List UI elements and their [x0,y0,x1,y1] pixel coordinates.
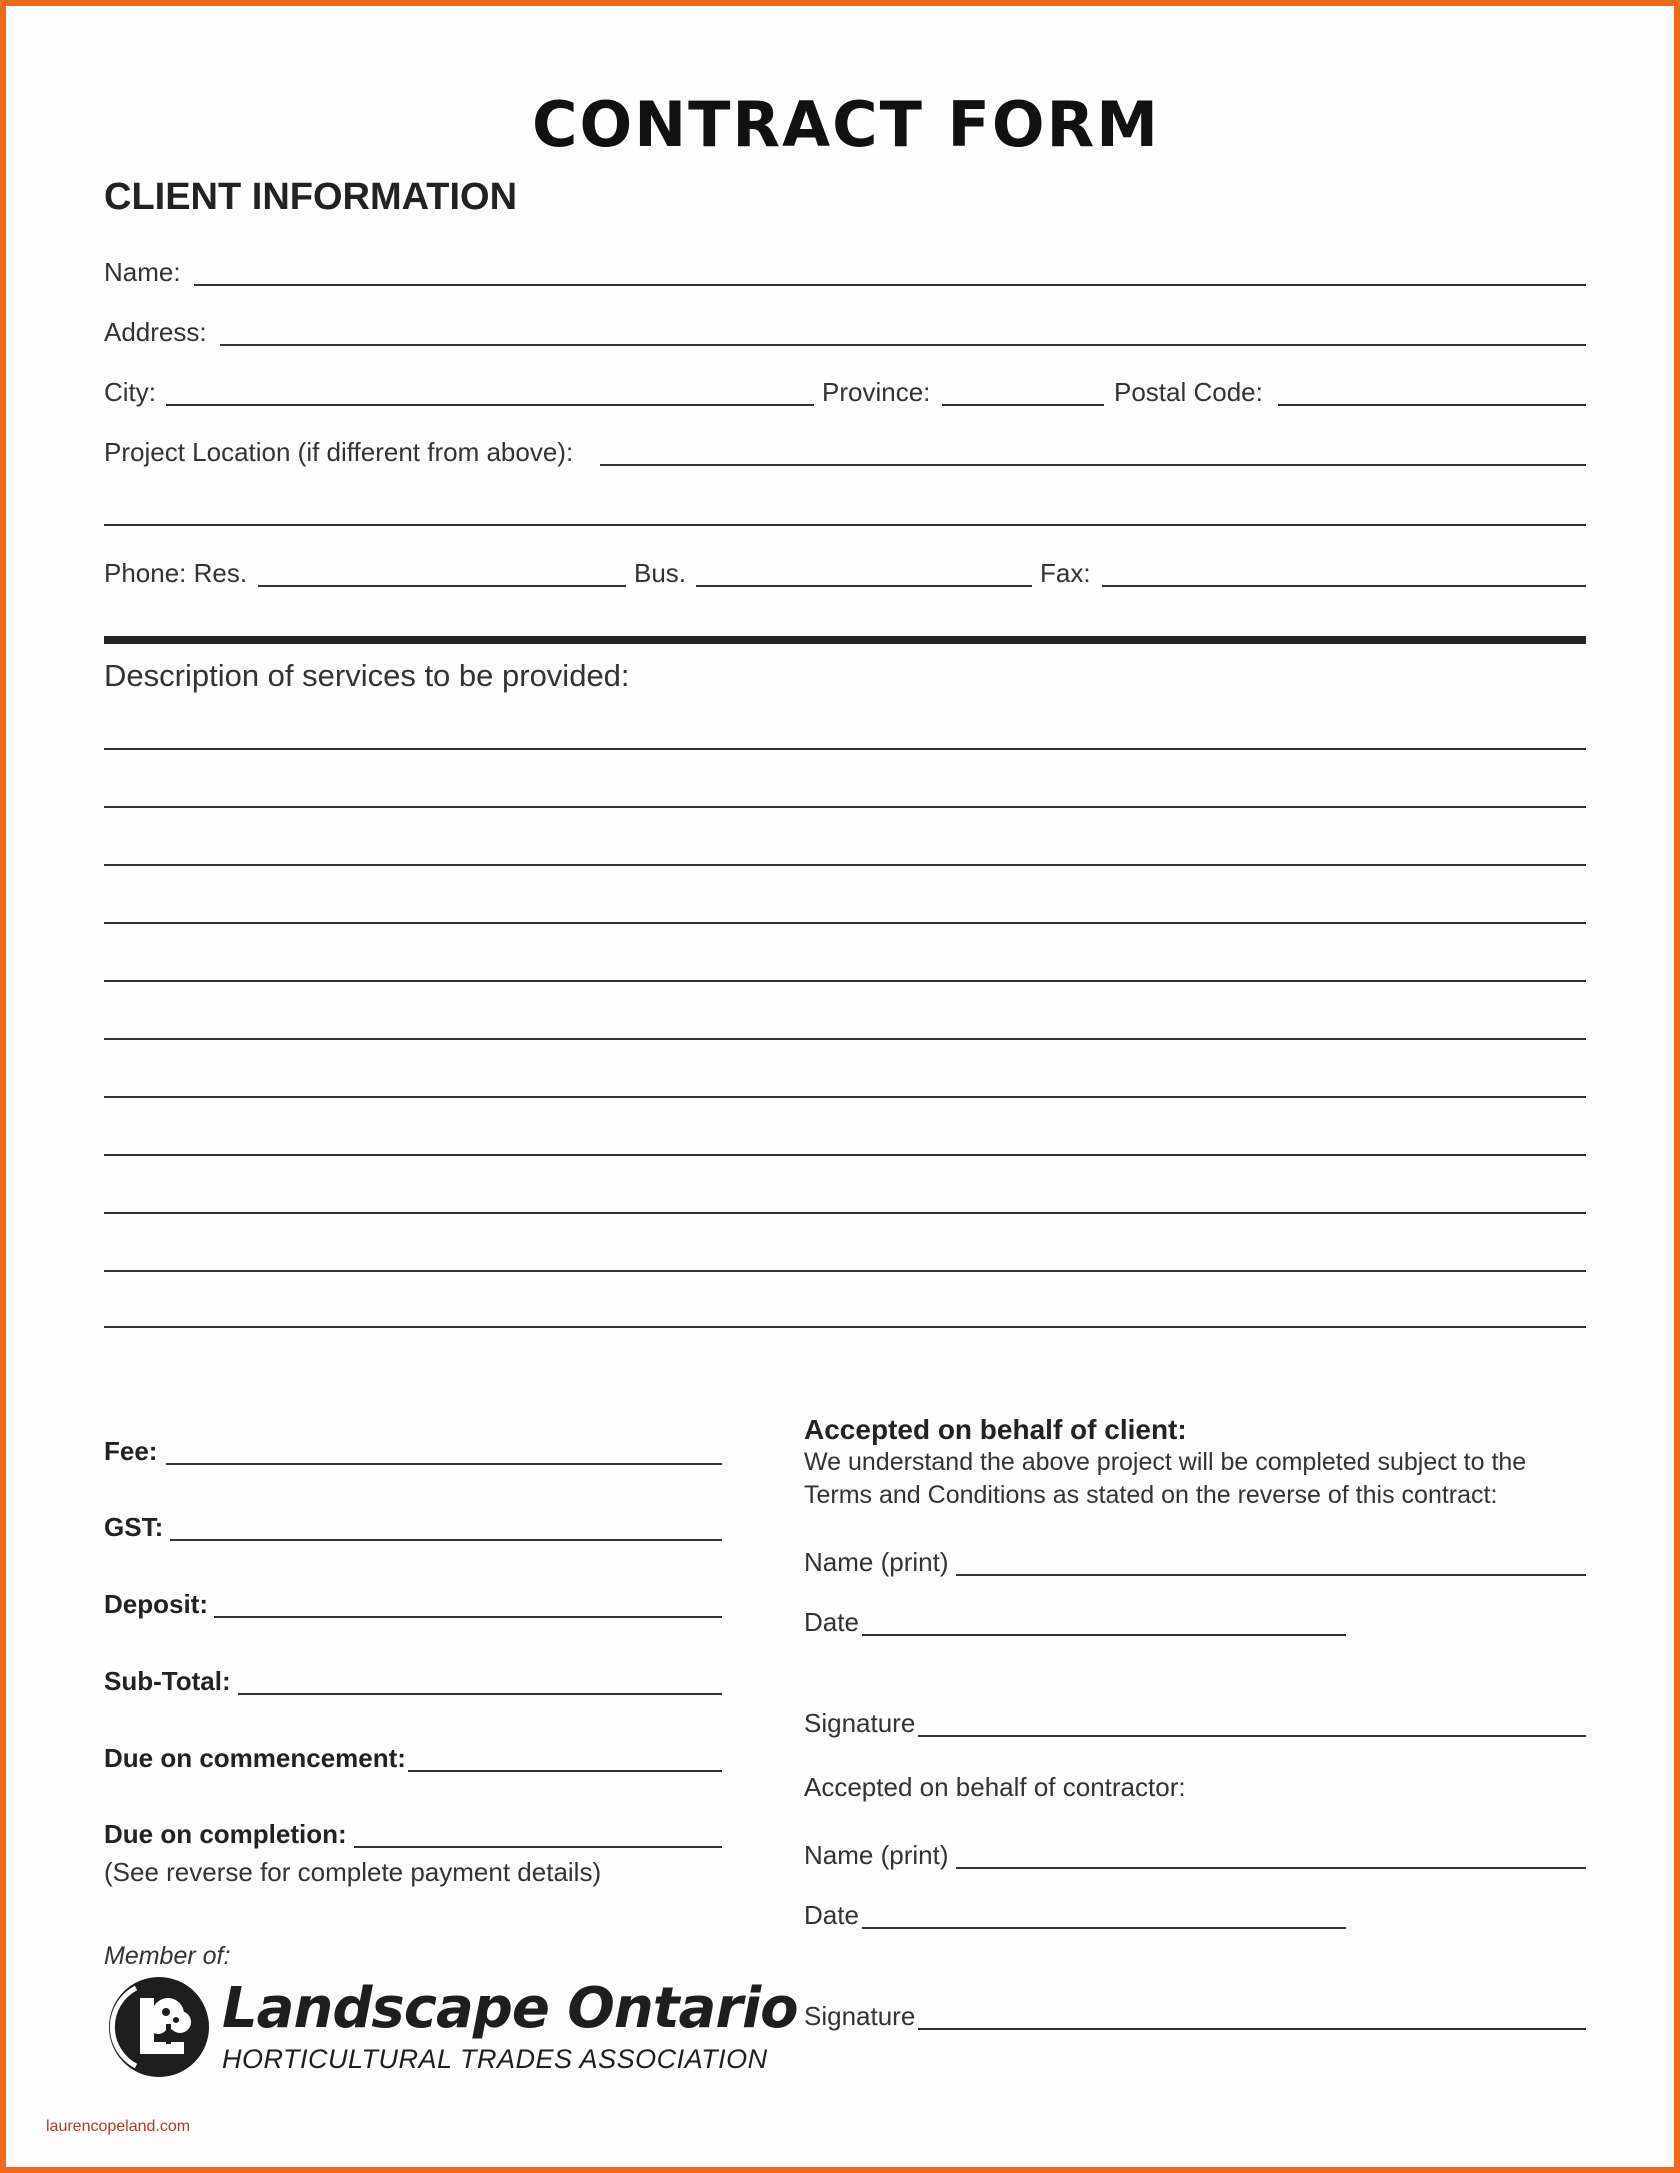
contractor-name-print-label: Name (print) [804,1840,949,1870]
address-label: Address: [104,317,207,347]
deposit-label: Deposit: [104,1589,208,1619]
contractor-signature-field[interactable] [918,2028,1586,2030]
deposit-field[interactable] [214,1616,722,1618]
province-field[interactable] [942,404,1104,406]
phone-bus-field[interactable] [696,585,1032,587]
phone-res-field[interactable] [258,585,626,587]
description-line[interactable] [104,806,1586,808]
city-field[interactable] [166,404,814,406]
description-line[interactable] [104,1038,1586,1040]
contractor-date-label: Date [804,1900,859,1930]
phone-res-label: Phone: Res. [104,558,248,588]
watermark: laurencopeland.com [46,2118,191,2135]
org-subtitle: HORTICULTURAL TRADES ASSOCIATION [222,2044,768,2074]
project-location-field[interactable] [600,464,1586,466]
due-completion-label: Due on completion: [104,1819,347,1849]
client-date-field[interactable] [862,1634,1346,1636]
name-label: Name: [104,257,181,287]
project-location-field-line2[interactable] [104,524,1586,526]
client-name-print-field[interactable] [956,1574,1586,1576]
tree-emblem-icon [106,1974,212,2080]
fax-field[interactable] [1102,585,1586,587]
address-field[interactable] [220,344,1586,346]
description-line[interactable] [104,1096,1586,1098]
contractor-name-print-field[interactable] [956,1867,1586,1869]
contractor-signature-label: Signature [804,2001,916,2031]
city-label: City: [104,377,156,407]
client-acceptance-text: We understand the above project will be completed subject to the Terms and Conditions as stated on the reverse of this contract: [804,1448,1527,1509]
contractor-date-field[interactable] [862,1927,1346,1929]
contractor-acceptance-heading: Accepted on behalf of contractor: [804,1772,1186,1802]
client-acceptance-heading: Accepted on behalf of client: [804,1414,1187,1445]
client-signature-field[interactable] [918,1735,1586,1737]
fee-field[interactable] [166,1463,722,1465]
description-line[interactable] [104,1154,1586,1156]
member-of-label: Member of: [104,1942,231,1970]
description-line[interactable] [104,864,1586,866]
description-line[interactable] [104,748,1586,750]
document-title: CONTRACT FORM [532,88,1160,161]
gst-field[interactable] [170,1539,722,1541]
subtotal-field[interactable] [238,1693,722,1695]
client-signature-label: Signature [804,1708,916,1738]
description-label: Description of services to be provided: [104,658,630,693]
subtotal-label: Sub-Total: [104,1666,231,1696]
org-name-logotype: Landscape Ontario [222,1976,798,2041]
due-commencement-label: Due on commencement: [104,1743,406,1773]
name-field[interactable] [194,284,1586,286]
project-location-label: Project Location (if different from above): [104,437,574,467]
fee-label: Fee: [104,1436,158,1466]
phone-bus-label: Bus. [634,558,687,588]
postal-code-field[interactable] [1278,404,1586,406]
payment-details-note: (See reverse for complete payment details) [104,1857,602,1887]
fax-label: Fax: [1040,558,1091,588]
province-label: Province: [822,377,931,407]
description-line[interactable] [104,980,1586,982]
due-commencement-field[interactable] [408,1770,722,1772]
postal-code-label: Postal Code: [1114,377,1263,407]
description-line[interactable] [104,1212,1586,1214]
client-date-label: Date [804,1607,859,1637]
description-line[interactable] [104,1270,1586,1272]
client-name-print-label: Name (print) [804,1547,949,1577]
section-divider [104,636,1586,644]
gst-label: GST: [104,1512,164,1542]
description-line[interactable] [104,1326,1586,1328]
due-completion-field[interactable] [354,1846,722,1848]
description-line[interactable] [104,922,1586,924]
client-information-heading: CLIENT INFORMATION [104,176,518,218]
